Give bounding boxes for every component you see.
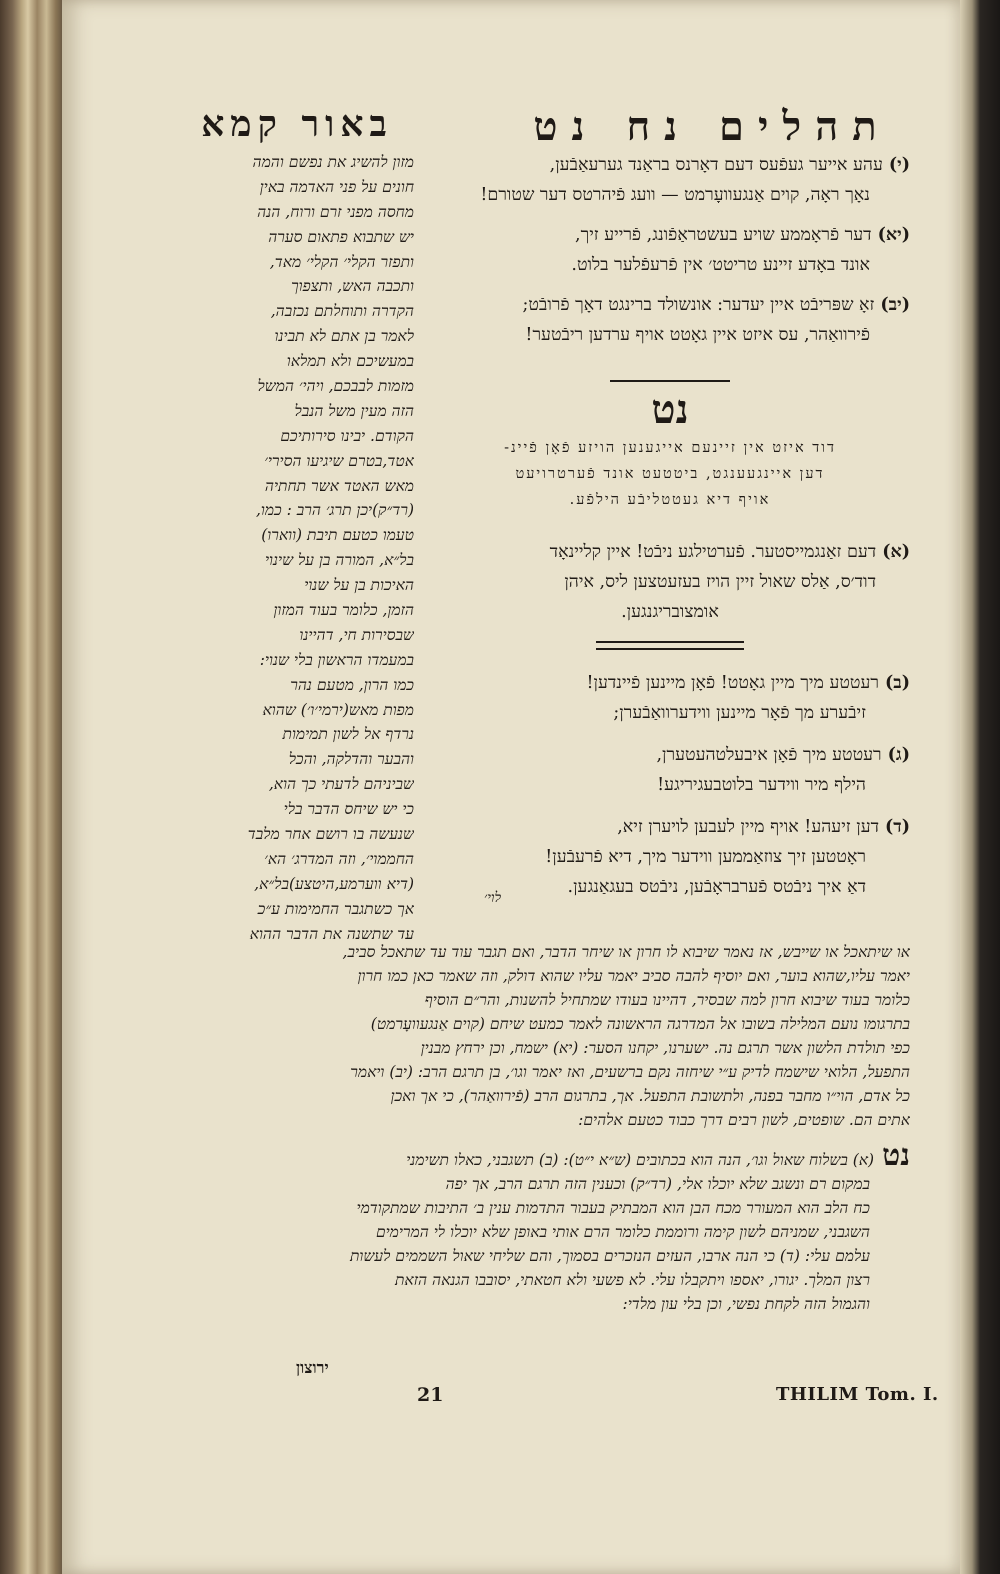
verse-text: דען זיעהע! אויף מיין לעבען לויערן זיא, [617,817,880,837]
verse-line [430,567,910,597]
verse-text: דער פֿראָממע שויע בעשטראַפֿונג, פֿרייע זיך, [575,225,872,245]
commentary-line: מפות מאש(ירמי׳ו׳) שהוא [262,700,414,719]
commentary-line: (דיא ווערמע,היטצע)בל״א, [254,874,414,893]
commentary-line: אך כשתגבר החמימות ע״כ [257,899,414,918]
psalm-59-verses [430,668,910,902]
commentary-line [184,1144,910,1172]
verse-block [430,740,910,800]
commentary-line: החממוי׳, וזה המדרג׳ הא׳ [264,849,414,868]
commentary-line: (רד״ק)יכן תרג׳ הרב : כמו, [256,501,414,520]
commentary-line [184,1244,910,1268]
commentary-line: הקדרה ותוחלתם נכזבה, [270,302,414,321]
commentary-text: השגבני, שמניהם לשון קימה ורוממת כלומר הרם אותי באופן שלא יוכלו לי המרימים [375,1223,870,1241]
commentary-line: בתרגומו נועם המלילה בשובו אל המדרגה הראשונה לאמר כמעט שיחם (קוים אַנגעוועָרמט) [370,1015,910,1033]
verse-text: רעטטע מיך מיין גאָטט! פֿאָן מיינען פֿיינדען! [586,673,879,693]
binding-gutter [960,0,1000,1574]
commentary-line: כי יש שיחס הדבר בלי [283,800,414,819]
commentary-line: מזמות לבבכם, ויהי׳ המשל [257,377,414,396]
commentary-line: הזה מעין משל הנבל [294,401,414,420]
catchword: ירוצון [296,1358,329,1377]
book-page-edges [0,0,62,1574]
commentary-line: והבער והדלקה, והכל [288,750,414,769]
commentary-line: הזמן, כלומר בעוד המזון [273,601,414,620]
commentary-line: אתים הם. שופטים, לשון רבים דרך כבוד כטעם אלהים: [578,1111,910,1129]
commentary-line: טעמו כטעם תיבת (ווארו) [261,526,414,545]
verse-text: רעטטע מיך פֿאָן איבעלטהעטערן, [656,745,882,765]
psalm-58-tail [430,150,910,350]
verse-text: דעם זאַנגמייסטער. פֿערטילגע ניבֿט! איין קליינאָד [549,542,877,562]
commentary-line: שביניהם לדעתי כך הוא, [268,775,414,794]
commentary-line [184,1268,910,1292]
verse-number: (יא) [877,225,910,245]
verse-text: אומצובריגנגען. [621,602,719,622]
verse-text: זאָ שפּריבֿט איין יעדער: אונשולד ברינגט דאָך פֿרובֿט; [522,295,875,315]
verse-text: זיבֿערע מך פֿאָר מיינען ווידערוואַבֿערן; [613,703,866,723]
verse-number: (י) [888,155,910,175]
commentary-line: ותפזר הקלי׳ הקלי׳ מאד, [269,252,414,271]
commentary-column [184,150,414,947]
commentary-line: עד שתשנה את הדבר ההוא [249,924,414,943]
superscript-line: אויף דיא געטטליבֿע הילפֿע. [569,492,771,508]
verse-block [430,290,910,350]
running-head-title: תהלים נח נט [533,103,891,150]
verse-number: (יב) [880,295,910,315]
commentary-psalm-59 [184,1144,910,1316]
book-page [62,0,960,1574]
double-rule [596,641,744,650]
commentary-line: כפי תולדת הלשון אשר תרגם נה. ישערנו, יקחנו הסער: (יא) ישמח, וכן ירחץ מבנין [420,1039,910,1057]
verse-number: (ג) [887,745,910,765]
commentary-line: מאש האטד אשר תחתיה [264,476,414,495]
verse-text: דאַ איך ניבֿטס פֿערבראָבֿען, ניבֿטס בעגאַנגען. [567,877,866,897]
verse-line [430,320,910,350]
verse-text: ראָטטען זיך צוזאַממען ווידער מיך, דיא פֿרעבֿען! [545,847,866,867]
commentary-line [184,1172,910,1196]
running-head-commentary: באור קמא [201,103,393,145]
verse-block [430,812,910,902]
verse-line [430,872,910,902]
verse-line [430,770,910,800]
psalm-superscript [430,435,910,513]
commentary-line [184,1196,910,1220]
commentary-line: יאמר עליו,שהוא בוער, ואם יוסיף להבה סביב יאמר עליו שהוא דולק, וזה שאמר כאן כמו חרון [357,967,910,985]
commentary-line: מזון להשיג את נפשם והמה [252,153,414,171]
commentary-text: רצון המלך. יגורו, יאספו ויתקבלו עלי. לא פשעי ולא חטאתי, יסובבו הגנאה הזאת [394,1271,870,1289]
commentary-line: כמו הרון, מטעם נהר [290,675,414,694]
verse-line [430,250,910,280]
commentary-lead: נט [882,1144,910,1172]
verse-line [430,180,910,210]
commentary-line: חונים על פני האדמה באין [259,177,414,196]
commentary-text: במקום רם ונשגב שלא יוכלו אלי, (רד״ק) וכענין הזה תרגם הרב, אך יפה [445,1175,870,1193]
superscript-line: דוד איזט אין זיינעם אייגענען הויזע פֿאָן פֿיינ- [504,440,836,456]
verse-line [430,290,910,320]
verse-text: דוד׳ס, אַלס שאול זיין הויז בעזעטצען ליס, איהן [564,572,876,592]
verse-line [430,740,910,770]
verse-1 [430,537,910,627]
commentary-text: (א) בשלוח שאול וגו׳, הנה הוא בכתובים (ש״א י״ט): (ב) תשגבני, כאלו תשימני [406,1151,875,1169]
verse-line [430,220,910,250]
volume-line: THILIM Tom. I. [776,1384,939,1405]
verse-block [430,668,910,728]
verse-number: (ד) [885,817,910,837]
commentary-line: ותכבה האש, ותצפוך [291,277,414,296]
commentary-line: לאמר בן אתם לא תבינו [274,327,414,346]
commentary-line: שנעשה בו רושם אחר מלבד [247,825,414,844]
commentary-line: אטד,בטרם שיגיעו הסירי׳ [264,451,414,470]
commentary-line: התפעל, הלואי שישמח לדיק ע״י שיחזה נקם ברשעים, ואז יאמר וגו׳, בן תרגם הרב: (יב) ויאמר [350,1063,910,1081]
verse-text: נאָך ראָה, קוים אַנגעוועָרמט — וועג פֿיהרטס דער שטורם! [480,185,870,205]
commentary-line: יש שתבוא פתאום סערה [268,227,414,246]
verse-line [430,698,910,728]
signature-mark: 21 [417,1384,444,1406]
verse-block [430,220,910,280]
commentary-text: עלמם עלי: (ד) כי הנה ארבו, העזים הנזכרים בסמוך, והם שליחי שאול השממים לעשות [349,1247,870,1265]
superscript-line: דען איינגעענגט, ביטטעט אונד פֿערטרויעט [515,466,825,482]
psalm-number: נט [651,386,689,433]
verse-line [430,668,910,698]
commentary-line: מחסה מפני זרם ורוח, הנה [257,202,414,221]
verse-text: אונד באָדע זיינע טריטט׳ אין פֿרעפֿלער בלוט. [571,255,870,275]
commentary-line: במעמדו הראשון בלי שנוי: [259,650,414,669]
verse-line [430,812,910,842]
commentary-line: הקודם. יבינו סירותיכם [280,426,414,445]
translation-column [430,148,910,902]
verse-block [430,150,910,210]
commentary-line: האיכות בן על שנוי [304,576,414,595]
commentary-line: בל״א, המורה בן על שינוי [264,551,414,570]
verse-line [430,537,910,567]
verse-text: הילף מיר ווידער בלוטבעגיריגע! [657,775,866,795]
commentary-line: כלומר בעוד שיבוא חרון למה שבסיר, דהיינו בעודו שמתחיל להשנות, והר״ם הוסיף [424,991,910,1009]
marginal-mark: לוי׳ [484,890,502,906]
verse-line [430,597,910,627]
commentary-line: או שיתאכל או שייבש, אז נאמר שיבוא לו חרון או שיחר הדבר, ואם תגבר עוד עד שתאכל סביב, [342,943,910,961]
commentary-text: כח הלב הוא המעורר מכח הבן הוא המבתיק בעבור התדמות ענין ב׳ התיבות שמתקודמי [356,1199,870,1217]
commentary-text: והגמול הזה לקחת נפשי, וכן בלי עון מלדי: [622,1295,870,1313]
commentary-bottom [184,940,910,1316]
verse-line [430,150,910,180]
commentary-line: במעשיכם ולא תמלאו [286,352,414,371]
verse-text: פֿירוואַהר, עס איזט איין גאָטט אויף ערדען ריבֿטער! [525,325,870,345]
verse-text: עהע אייער געפֿעס דעם דאָרנס בראַנד גערעאַבֿען, [549,155,883,175]
commentary-line: שבסירות חי, דהיינו [299,625,414,644]
commentary-psalm-58 [184,940,910,1132]
verse-number: (ב) [885,673,910,693]
section-divider [610,380,730,382]
commentary-line [184,1220,910,1244]
verse-number: (א) [882,542,910,562]
commentary-line [184,1292,910,1316]
commentary-line: כל אדם, הוי״ו מחבר בפנה, ולתשובת התפעל. אך, בתרגום הרב (פֿירוואַהר), כי אך ואכן [390,1087,910,1105]
commentary-line: נרדף אל לשון תמימות [282,725,414,744]
verse-line [430,842,910,872]
